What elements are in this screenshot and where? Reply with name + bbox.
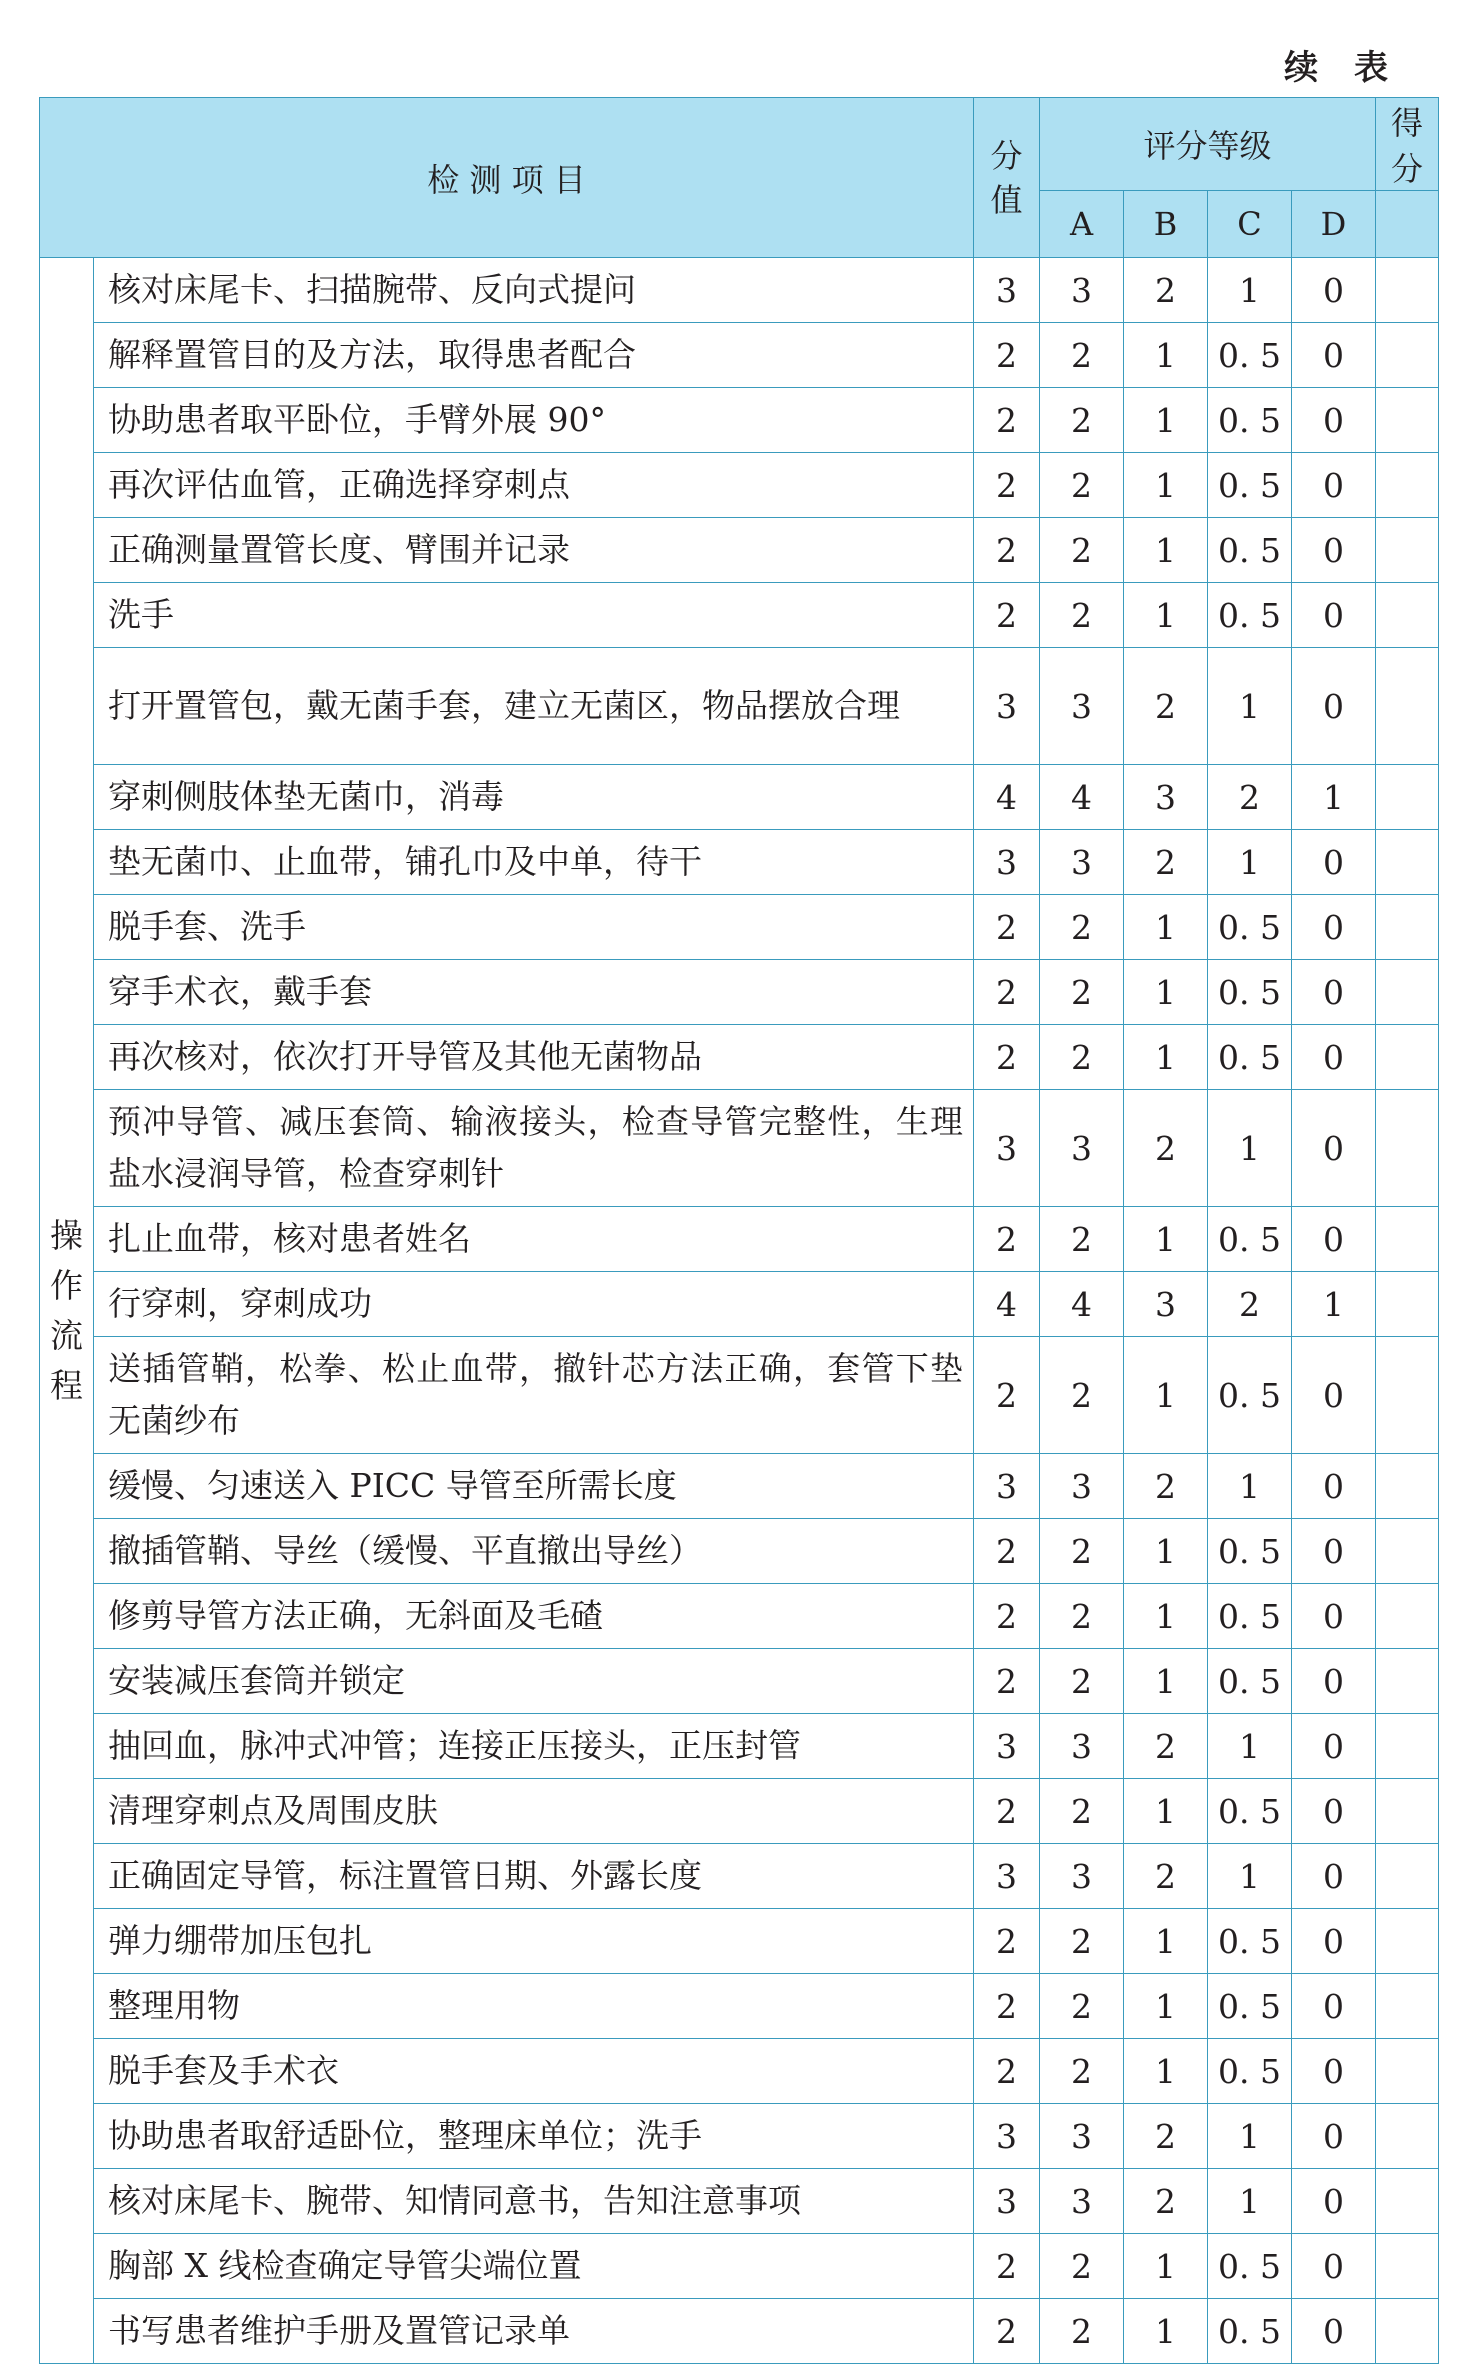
item-cell: 缓慢、匀速送入 PICC 导管至所需长度 [94, 1454, 974, 1519]
table-row [40, 1090, 1439, 1207]
grade-c-cell: 1 [1208, 258, 1292, 323]
grade-c-cell: 1 [1208, 648, 1292, 765]
table-row [40, 2299, 1439, 2364]
score-cell[interactable] [1376, 583, 1439, 648]
table-row [40, 1025, 1439, 1090]
grade-a-cell: 2 [1040, 323, 1124, 388]
grade-d-cell: 0 [1292, 258, 1376, 323]
grade-b-cell: 1 [1124, 453, 1208, 518]
table-row [40, 648, 1439, 765]
value-cell: 2 [974, 453, 1040, 518]
grade-d-cell: 0 [1292, 2234, 1376, 2299]
grade-c-cell: 0. 5 [1208, 2299, 1292, 2364]
value-cell: 2 [974, 1207, 1040, 1272]
grade-d-cell: 0 [1292, 1974, 1376, 2039]
grade-d-cell: 0 [1292, 1207, 1376, 1272]
item-cell: 核对床尾卡、腕带、知情同意书，告知注意事项 [94, 2169, 974, 2234]
scoring-table [39, 97, 1439, 2364]
value-cell: 2 [974, 960, 1040, 1025]
table-row [40, 2234, 1439, 2299]
grade-d-cell: 0 [1292, 1584, 1376, 1649]
grade-c-cell: 0. 5 [1208, 1337, 1292, 1454]
grade-b-cell: 1 [1124, 1584, 1208, 1649]
grade-c-cell: 1 [1208, 1090, 1292, 1207]
value-cell: 2 [974, 1974, 1040, 2039]
grade-d-cell: 0 [1292, 1025, 1376, 1090]
score-cell[interactable] [1376, 765, 1439, 830]
grade-d-cell: 0 [1292, 2104, 1376, 2169]
grade-c-cell: 0. 5 [1208, 2234, 1292, 2299]
grade-a-cell: 3 [1040, 1714, 1124, 1779]
value-cell: 3 [974, 1844, 1040, 1909]
grade-b-cell: 1 [1124, 1207, 1208, 1272]
grade-a-cell: 2 [1040, 2234, 1124, 2299]
value-cell: 2 [974, 2299, 1040, 2364]
item-cell: 撤插管鞘、导丝（缓慢、平直撤出导丝） [94, 1519, 974, 1584]
value-cell: 3 [974, 830, 1040, 895]
header-value [974, 98, 1040, 258]
grade-c-cell: 1 [1208, 2169, 1292, 2234]
grade-b-cell: 2 [1124, 1454, 1208, 1519]
score-cell[interactable] [1376, 960, 1439, 1025]
grade-d-cell: 0 [1292, 518, 1376, 583]
value-cell: 3 [974, 1454, 1040, 1519]
table-row [40, 1272, 1439, 1337]
section-text: 操作流程 [50, 1215, 83, 1405]
grade-b-cell: 1 [1124, 583, 1208, 648]
grade-b-cell: 1 [1124, 1025, 1208, 1090]
value-cell: 3 [974, 258, 1040, 323]
item-cell: 弹力绷带加压包扎 [94, 1909, 974, 1974]
grade-d-cell: 0 [1292, 1779, 1376, 1844]
item-cell: 扎止血带，核对患者姓名 [94, 1207, 974, 1272]
grade-a-cell: 2 [1040, 1519, 1124, 1584]
grade-d-cell: 0 [1292, 1519, 1376, 1584]
value-cell: 2 [974, 388, 1040, 453]
item-cell: 再次评估血管，正确选择穿刺点 [94, 453, 974, 518]
grade-c-cell: 1 [1208, 1844, 1292, 1909]
grade-d-cell: 0 [1292, 2039, 1376, 2104]
score-cell[interactable] [1376, 1207, 1439, 1272]
grade-a-cell: 2 [1040, 960, 1124, 1025]
grade-b-cell: 2 [1124, 2104, 1208, 2169]
grade-a-cell: 3 [1040, 2104, 1124, 2169]
grade-b-cell: 3 [1124, 765, 1208, 830]
score-cell[interactable] [1376, 1090, 1439, 1207]
table-row [40, 583, 1439, 648]
item-cell: 解释置管目的及方法，取得患者配合 [94, 323, 974, 388]
grade-a-cell: 2 [1040, 1974, 1124, 2039]
grade-a-cell: 2 [1040, 895, 1124, 960]
score-cell[interactable] [1376, 648, 1439, 765]
grade-a-cell: 3 [1040, 1454, 1124, 1519]
table-row [40, 1454, 1439, 1519]
grade-c-cell: 1 [1208, 1714, 1292, 1779]
item-cell: 清理穿刺点及周围皮肤 [94, 1779, 974, 1844]
table-row [40, 765, 1439, 830]
grade-d-cell: 0 [1292, 1909, 1376, 1974]
grade-d-cell: 0 [1292, 648, 1376, 765]
header-grade-c: C [1208, 191, 1292, 258]
table-row [40, 453, 1439, 518]
grade-d-cell: 1 [1292, 1272, 1376, 1337]
score-cell[interactable] [1376, 1584, 1439, 1649]
item-cell: 行穿刺，穿刺成功 [94, 1272, 974, 1337]
table-row [40, 1584, 1439, 1649]
table-row [40, 1649, 1439, 1714]
grade-d-cell: 1 [1292, 765, 1376, 830]
item-cell: 书写患者维护手册及置管记录单 [94, 2299, 974, 2364]
grade-d-cell: 0 [1292, 453, 1376, 518]
grade-d-cell: 0 [1292, 895, 1376, 960]
value-cell: 3 [974, 1714, 1040, 1779]
score-cell[interactable] [1376, 518, 1439, 583]
grade-a-cell: 2 [1040, 1207, 1124, 1272]
item-cell: 核对床尾卡、扫描腕带、反向式提问 [94, 258, 974, 323]
grade-b-cell: 2 [1124, 1714, 1208, 1779]
item-cell: 再次核对，依次打开导管及其他无菌物品 [94, 1025, 974, 1090]
item-cell: 抽回血，脉冲式冲管；连接正压接头，正压封管 [94, 1714, 974, 1779]
score-cell[interactable] [1376, 1779, 1439, 1844]
score-cell[interactable] [1376, 388, 1439, 453]
table-row [40, 2104, 1439, 2169]
header-grade-d: D [1292, 191, 1376, 258]
score-cell[interactable] [1376, 2169, 1439, 2234]
grade-d-cell: 0 [1292, 1454, 1376, 1519]
header-score-blank [1376, 191, 1439, 258]
grade-c-cell: 0. 5 [1208, 1974, 1292, 2039]
table-row [40, 1714, 1439, 1779]
item-cell: 脱手套及手术衣 [94, 2039, 974, 2104]
grade-a-cell: 2 [1040, 453, 1124, 518]
grade-c-cell: 0. 5 [1208, 960, 1292, 1025]
grade-a-cell: 3 [1040, 1844, 1124, 1909]
grade-c-cell: 0. 5 [1208, 1779, 1292, 1844]
grade-c-cell: 0. 5 [1208, 583, 1292, 648]
score-cell[interactable] [1376, 895, 1439, 960]
table-row [40, 1337, 1439, 1454]
header-grade-a: A [1040, 191, 1124, 258]
score-cell[interactable] [1376, 2234, 1439, 2299]
table-row [40, 960, 1439, 1025]
grade-d-cell: 0 [1292, 1844, 1376, 1909]
grade-d-cell: 0 [1292, 2299, 1376, 2364]
grade-a-cell: 3 [1040, 648, 1124, 765]
value-cell: 3 [974, 648, 1040, 765]
grade-d-cell: 0 [1292, 1714, 1376, 1779]
table-body [40, 258, 1439, 2364]
grade-b-cell: 1 [1124, 323, 1208, 388]
value-cell: 2 [974, 2234, 1040, 2299]
score-cell[interactable] [1376, 2039, 1439, 2104]
score-cell[interactable] [1376, 1025, 1439, 1090]
grade-a-cell: 2 [1040, 1025, 1124, 1090]
grade-a-cell: 2 [1040, 518, 1124, 583]
grade-b-cell: 3 [1124, 1272, 1208, 1337]
table-row [40, 1909, 1439, 1974]
score-cell[interactable] [1376, 453, 1439, 518]
header-grade-group: 评分等级 [1040, 98, 1376, 191]
item-cell: 胸部 X 线检查确定导管尖端位置 [94, 2234, 974, 2299]
table-row [40, 1974, 1439, 2039]
value-cell: 3 [974, 1090, 1040, 1207]
grade-c-cell: 2 [1208, 1272, 1292, 1337]
grade-b-cell: 1 [1124, 2299, 1208, 2364]
header-grade-b: B [1124, 191, 1208, 258]
value-cell: 2 [974, 1584, 1040, 1649]
grade-a-cell: 2 [1040, 583, 1124, 648]
score-cell[interactable] [1376, 1337, 1439, 1454]
grade-c-cell: 0. 5 [1208, 895, 1292, 960]
item-cell: 正确固定导管，标注置管日期、外露长度 [94, 1844, 974, 1909]
grade-b-cell: 2 [1124, 830, 1208, 895]
item-cell: 送插管鞘，松拳、松止血带，撤针芯方法正确，套管下垫无菌纱布 [94, 1337, 974, 1454]
table-row [40, 1207, 1439, 1272]
grade-b-cell: 1 [1124, 895, 1208, 960]
item-cell: 洗手 [94, 583, 974, 648]
grade-b-cell: 1 [1124, 1519, 1208, 1584]
table-row [40, 323, 1439, 388]
grade-d-cell: 0 [1292, 1337, 1376, 1454]
table-row [40, 2169, 1439, 2234]
continued-label: 续 表 [1284, 48, 1400, 88]
grade-b-cell: 1 [1124, 960, 1208, 1025]
grade-a-cell: 3 [1040, 2169, 1124, 2234]
grade-a-cell: 3 [1040, 1090, 1124, 1207]
score-cell[interactable] [1376, 830, 1439, 895]
grade-a-cell: 2 [1040, 2299, 1124, 2364]
table-row [40, 258, 1439, 323]
table-row [40, 1844, 1439, 1909]
score-cell[interactable] [1376, 1454, 1439, 1519]
value-cell: 2 [974, 1649, 1040, 1714]
table-row [40, 895, 1439, 960]
grade-b-cell: 2 [1124, 1844, 1208, 1909]
grade-c-cell: 2 [1208, 765, 1292, 830]
grade-b-cell: 2 [1124, 258, 1208, 323]
grade-a-cell: 2 [1040, 1909, 1124, 1974]
grade-c-cell: 0. 5 [1208, 518, 1292, 583]
table-row [40, 1779, 1439, 1844]
grade-b-cell: 1 [1124, 1337, 1208, 1454]
grade-c-cell: 0. 5 [1208, 388, 1292, 453]
value-cell: 2 [974, 323, 1040, 388]
item-cell: 协助患者取舒适卧位，整理床单位；洗手 [94, 2104, 974, 2169]
grade-a-cell: 3 [1040, 258, 1124, 323]
grade-c-cell: 1 [1208, 2104, 1292, 2169]
grade-b-cell: 1 [1124, 2039, 1208, 2104]
table-row [40, 388, 1439, 453]
item-cell: 安装减压套筒并锁定 [94, 1649, 974, 1714]
grade-d-cell: 0 [1292, 388, 1376, 453]
grade-d-cell: 0 [1292, 583, 1376, 648]
grade-a-cell: 2 [1040, 2039, 1124, 2104]
item-cell: 预冲导管、减压套筒、输液接头，检查导管完整性，生理盐水浸润导管，检查穿刺针 [94, 1090, 974, 1207]
header-item: 检 测 项 目 [40, 98, 974, 258]
grade-c-cell: 1 [1208, 1454, 1292, 1519]
value-cell: 2 [974, 895, 1040, 960]
score-cell[interactable] [1376, 2104, 1439, 2169]
grade-c-cell: 0. 5 [1208, 1519, 1292, 1584]
grade-d-cell: 0 [1292, 1649, 1376, 1714]
score-cell[interactable] [1376, 2299, 1439, 2364]
score-cell[interactable] [1376, 1272, 1439, 1337]
grade-b-cell: 1 [1124, 1974, 1208, 2039]
grade-a-cell: 2 [1040, 1779, 1124, 1844]
grade-d-cell: 0 [1292, 960, 1376, 1025]
grade-a-cell: 2 [1040, 388, 1124, 453]
item-cell: 垫无菌巾、止血带，铺孔巾及中单，待干 [94, 830, 974, 895]
value-cell: 2 [974, 2039, 1040, 2104]
table-row [40, 518, 1439, 583]
grade-d-cell: 0 [1292, 323, 1376, 388]
score-cell[interactable] [1376, 323, 1439, 388]
grade-d-cell: 0 [1292, 2169, 1376, 2234]
score-cell[interactable] [1376, 258, 1439, 323]
header-value-text: 分值 [990, 136, 1023, 219]
grade-c-cell: 0. 5 [1208, 2039, 1292, 2104]
grade-a-cell: 2 [1040, 1649, 1124, 1714]
grade-a-cell: 4 [1040, 1272, 1124, 1337]
grade-c-cell: 1 [1208, 830, 1292, 895]
grade-d-cell: 0 [1292, 830, 1376, 895]
item-cell: 穿手术衣，戴手套 [94, 960, 974, 1025]
item-cell: 脱手套、洗手 [94, 895, 974, 960]
table-row [40, 1519, 1439, 1584]
value-cell: 2 [974, 1779, 1040, 1844]
grade-c-cell: 0. 5 [1208, 323, 1292, 388]
grade-a-cell: 4 [1040, 765, 1124, 830]
value-cell: 3 [974, 2169, 1040, 2234]
score-cell[interactable] [1376, 1649, 1439, 1714]
value-cell: 2 [974, 518, 1040, 583]
value-cell: 2 [974, 1337, 1040, 1454]
item-cell: 穿刺侧肢体垫无菌巾，消毒 [94, 765, 974, 830]
table-row [40, 830, 1439, 895]
value-cell: 2 [974, 1519, 1040, 1584]
value-cell: 2 [974, 583, 1040, 648]
grade-a-cell: 3 [1040, 830, 1124, 895]
grade-d-cell: 0 [1292, 1090, 1376, 1207]
grade-c-cell: 0. 5 [1208, 1584, 1292, 1649]
score-cell[interactable] [1376, 1909, 1439, 1974]
value-cell: 4 [974, 765, 1040, 830]
grade-b-cell: 1 [1124, 388, 1208, 453]
item-cell: 打开置管包，戴无菌手套，建立无菌区，物品摆放合理 [94, 648, 974, 765]
grade-c-cell: 0. 5 [1208, 1649, 1292, 1714]
header-score: 得分 [1376, 98, 1439, 191]
score-cell[interactable] [1376, 1714, 1439, 1779]
value-cell: 2 [974, 1025, 1040, 1090]
grade-c-cell: 0. 5 [1208, 1909, 1292, 1974]
grade-b-cell: 1 [1124, 1649, 1208, 1714]
grade-c-cell: 0. 5 [1208, 453, 1292, 518]
grade-b-cell: 1 [1124, 1909, 1208, 1974]
score-cell[interactable] [1376, 1974, 1439, 2039]
value-cell: 2 [974, 1909, 1040, 1974]
grade-a-cell: 2 [1040, 1337, 1124, 1454]
grade-c-cell: 0. 5 [1208, 1025, 1292, 1090]
grade-a-cell: 2 [1040, 1584, 1124, 1649]
score-cell[interactable] [1376, 1519, 1439, 1584]
grade-b-cell: 1 [1124, 518, 1208, 583]
grade-b-cell: 2 [1124, 648, 1208, 765]
item-cell: 整理用物 [94, 1974, 974, 2039]
grade-b-cell: 1 [1124, 2234, 1208, 2299]
score-cell[interactable] [1376, 1844, 1439, 1909]
item-cell: 修剪导管方法正确，无斜面及毛碴 [94, 1584, 974, 1649]
grade-b-cell: 1 [1124, 1779, 1208, 1844]
grade-b-cell: 2 [1124, 1090, 1208, 1207]
value-cell: 3 [974, 2104, 1040, 2169]
item-cell: 正确测量置管长度、臂围并记录 [94, 518, 974, 583]
grade-b-cell: 2 [1124, 2169, 1208, 2234]
section-label [40, 258, 94, 2364]
table-row [40, 2039, 1439, 2104]
grade-c-cell: 0. 5 [1208, 1207, 1292, 1272]
item-cell: 协助患者取平卧位，手臂外展 90° [94, 388, 974, 453]
value-cell: 4 [974, 1272, 1040, 1337]
